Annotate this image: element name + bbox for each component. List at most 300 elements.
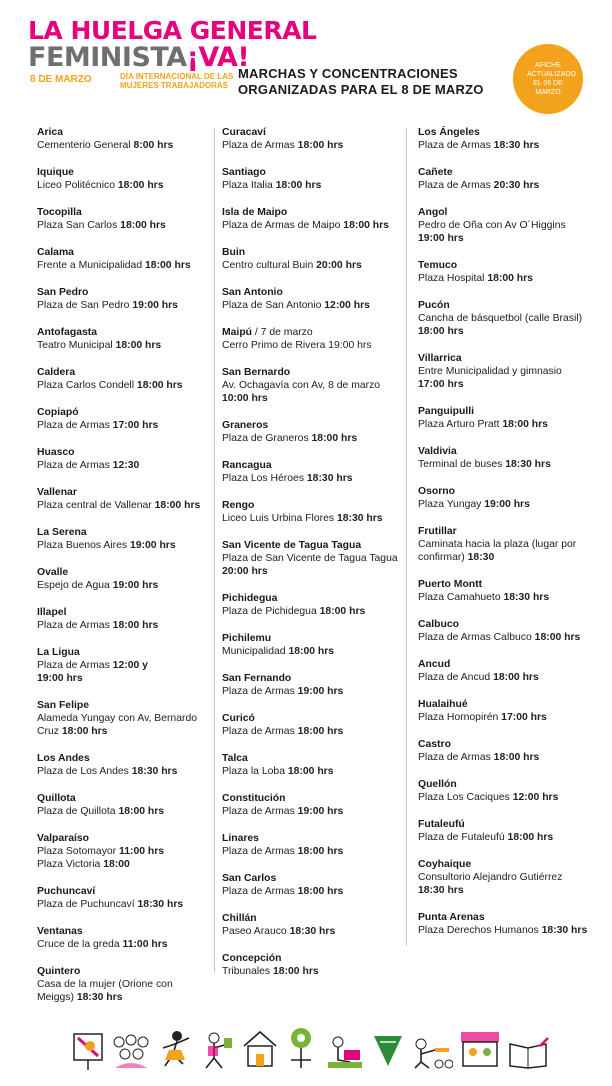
city-label: Coyhaique xyxy=(418,859,472,870)
location-entry xyxy=(37,126,212,152)
city-label: Osorno xyxy=(418,486,455,497)
venue-line xyxy=(37,219,212,232)
location-entry xyxy=(418,259,596,285)
event-time: 18:00 hrs xyxy=(297,726,344,737)
city-name xyxy=(37,752,212,765)
location-entry xyxy=(418,126,596,152)
venue-line xyxy=(222,645,404,658)
city-label: La Serena xyxy=(37,527,87,538)
logo xyxy=(28,16,317,94)
venue-line xyxy=(222,512,404,525)
venue-text: Teatro Municipal xyxy=(37,340,116,351)
city-label: San Pedro xyxy=(37,287,89,298)
location-entry xyxy=(37,606,212,632)
city-name xyxy=(222,166,404,179)
house-illustration-icon xyxy=(240,1026,280,1070)
event-time: 11:00 hrs xyxy=(119,846,165,857)
venue-text: Pedro de Oña con Av O´Higgins xyxy=(418,220,566,231)
city-label: Futaleufú xyxy=(418,819,465,830)
venue-text: Plaza Carlos Condell xyxy=(37,380,137,391)
venue-text: Plaza de Armas xyxy=(222,846,298,857)
venue-line xyxy=(37,712,212,725)
city-label: Concepción xyxy=(222,953,282,964)
venue-line xyxy=(37,938,212,951)
event-time: 18:30 hrs xyxy=(541,925,588,936)
location-entry xyxy=(37,925,212,951)
venue-line xyxy=(222,392,404,405)
city-label: San Vicente de Tagua Tagua xyxy=(222,540,362,551)
city-label: San Carlos xyxy=(222,873,277,884)
city-extra: / 7 de marzo xyxy=(252,327,313,338)
event-time: 12:00 hrs xyxy=(324,300,370,311)
venue-text: Plaza de Armas xyxy=(37,460,113,471)
logo-line-3 xyxy=(28,72,233,94)
event-time: 18:30 hrs xyxy=(289,926,336,937)
city-label: Iquique xyxy=(37,167,74,178)
location-entry xyxy=(222,166,404,192)
venue-line xyxy=(222,805,404,818)
logo-date: 8 DE MARZO xyxy=(30,74,92,85)
city-name xyxy=(37,965,212,978)
sign-illustration-icon xyxy=(283,1026,321,1070)
venue-line xyxy=(418,591,596,604)
venue-text: Plaza Victoria xyxy=(37,859,104,870)
venue-line xyxy=(37,339,212,352)
venue-line xyxy=(418,365,596,378)
venue-text: Paseo Arauco xyxy=(222,926,290,937)
city-label: Graneros xyxy=(222,420,269,431)
footer-illustrations xyxy=(70,1020,550,1070)
location-entry xyxy=(222,792,404,818)
venue-text: Plaza Buenos Aires xyxy=(37,540,130,551)
event-time: 18:00 hrs xyxy=(502,419,548,430)
venue-line xyxy=(37,579,212,592)
city-name xyxy=(37,206,212,219)
venue-line xyxy=(222,379,404,392)
venue-text: Plaza Arturo Pratt xyxy=(418,419,503,430)
city-label: Quillota xyxy=(37,793,76,804)
city-label: Caldera xyxy=(37,367,76,378)
city-name xyxy=(222,419,404,432)
city-name xyxy=(418,352,596,365)
location-entry xyxy=(418,658,596,684)
event-time: 18:00 hrs xyxy=(115,340,162,351)
location-entry xyxy=(222,419,404,445)
venue-text: Plaza de San Antonio xyxy=(222,300,325,311)
city-name xyxy=(37,606,212,619)
location-entry xyxy=(418,525,596,564)
city-name xyxy=(222,952,404,965)
event-time: 18:00 hrs xyxy=(275,180,322,191)
city-name xyxy=(418,206,596,219)
event-time: 18:00 hrs xyxy=(297,886,344,897)
location-entry xyxy=(222,752,404,778)
column-center xyxy=(222,126,404,992)
city-label: Puerto Montt xyxy=(418,579,483,590)
logo-feminista: FEMINISTA xyxy=(28,42,187,73)
logo-va: ¡VA! xyxy=(186,42,250,73)
city-name xyxy=(418,525,596,538)
location-entry xyxy=(37,446,212,472)
venue-text: Plaza Los Caciques xyxy=(418,792,513,803)
location-entry xyxy=(222,206,404,232)
venue-text: Cementerio General xyxy=(37,140,134,151)
location-entry xyxy=(37,965,212,1004)
venue-text: Plaza de Los Andes xyxy=(37,766,132,777)
event-time: 10:00 hrs xyxy=(222,393,268,404)
venue-line xyxy=(37,299,212,312)
event-time: 18:00 hrs xyxy=(297,846,344,857)
event-time: 18:30 hrs xyxy=(336,513,383,524)
city-label: Pichidegua xyxy=(222,593,278,604)
location-entry xyxy=(222,632,404,658)
venue-text: Plaza de Pichidegua xyxy=(222,606,320,617)
event-time: 19:00 hrs xyxy=(297,686,344,697)
city-name xyxy=(222,326,404,339)
venue-line xyxy=(37,725,212,738)
event-time: 18:00 hrs xyxy=(343,220,389,231)
venue-line xyxy=(418,631,596,644)
city-label: Tocopilla xyxy=(37,207,82,218)
city-name xyxy=(222,912,404,925)
city-label: Linares xyxy=(222,833,259,844)
venue-line xyxy=(418,272,596,285)
venue-text: Caminata hacia la plaza (lugar por xyxy=(418,539,577,550)
city-label: Calbuco xyxy=(418,619,459,630)
city-name xyxy=(418,778,596,791)
venue-line xyxy=(418,312,596,325)
city-label: La Ligua xyxy=(37,647,80,658)
venue-line xyxy=(418,671,596,684)
location-entry xyxy=(222,126,404,152)
location-entry xyxy=(418,578,596,604)
city-label: Hualaihué xyxy=(418,699,468,710)
city-label: Ovalle xyxy=(37,567,69,578)
city-name xyxy=(418,698,596,711)
venue-line xyxy=(37,379,212,392)
location-entry xyxy=(418,405,596,431)
venue-text: Plaza Derechos Humanos xyxy=(418,925,542,936)
location-entry xyxy=(418,352,596,391)
location-entry xyxy=(222,366,404,405)
venue-line xyxy=(222,552,404,565)
location-entry xyxy=(222,539,404,578)
event-time: 19:00 hrs xyxy=(132,300,178,311)
location-entry xyxy=(222,499,404,525)
venue-line xyxy=(37,672,212,685)
event-time: 18:00 hrs xyxy=(136,380,183,391)
venue-line xyxy=(222,472,404,485)
city-label: Valparaíso xyxy=(37,833,89,844)
venue-line xyxy=(37,259,212,272)
location-entry xyxy=(222,712,404,738)
city-label: San Bernardo xyxy=(222,367,291,378)
venue-line xyxy=(37,139,212,152)
city-label: Rancagua xyxy=(222,460,272,471)
venue-text: Plaza de Armas xyxy=(418,752,494,763)
venue-text: Plaza de San Pedro xyxy=(37,300,133,311)
city-label: Isla de Maipo xyxy=(222,207,288,218)
event-time: 18:00 hrs xyxy=(319,606,366,617)
location-entry xyxy=(222,832,404,858)
city-label: Pucón xyxy=(418,300,450,311)
location-entry xyxy=(37,366,212,392)
page-title: MARCHAS Y CONCENTRACIONES ORGANIZADAS PARA EL 8 DE MARZO xyxy=(238,66,484,97)
logo-line-1: LA HUELGA GENERAL xyxy=(28,16,317,45)
city-name xyxy=(37,326,212,339)
city-label: San Antonio xyxy=(222,287,283,298)
event-time: 19:00 hrs xyxy=(484,499,530,510)
event-time: 18:00 hrs xyxy=(120,220,166,231)
city-label: Antofagasta xyxy=(37,327,98,338)
location-entry xyxy=(37,752,212,778)
venue-text: Plaza Camahueto xyxy=(418,592,504,603)
city-label: Illapel xyxy=(37,607,67,618)
event-time: 18:00 hrs xyxy=(534,632,581,643)
venue-text: Plaza Yungay xyxy=(418,499,485,510)
event-time: 17:00 hrs xyxy=(418,379,464,390)
event-time: 18:30 hrs xyxy=(131,766,178,777)
location-entry xyxy=(418,858,596,897)
market-illustration-icon xyxy=(457,1026,503,1070)
event-time: 20:00 hrs xyxy=(316,260,362,271)
venue-line xyxy=(418,538,596,551)
venue-line xyxy=(222,432,404,445)
city-name xyxy=(418,126,596,139)
event-time: 20:00 hrs xyxy=(222,566,268,577)
venue-line xyxy=(418,325,596,338)
event-time: 18:00 hrs xyxy=(507,832,554,843)
location-entry xyxy=(418,206,596,245)
event-time: 18:00 hrs xyxy=(118,806,165,817)
scarf-illustration-icon xyxy=(370,1030,406,1070)
city-label: Los Andes xyxy=(37,753,90,764)
city-name xyxy=(418,911,596,924)
city-label: Maipú xyxy=(222,327,253,338)
venue-line xyxy=(418,458,596,471)
crowd-illustration-icon xyxy=(111,1032,151,1070)
location-entry xyxy=(37,792,212,818)
event-time: 18:00 hrs xyxy=(145,260,191,271)
city-name xyxy=(222,712,404,725)
venue-text: Plaza de Armas xyxy=(37,620,113,631)
location-entry xyxy=(37,166,212,192)
city-name xyxy=(418,485,596,498)
event-time: 18:00 hrs xyxy=(117,180,164,191)
city-name xyxy=(222,459,404,472)
venue-line xyxy=(222,139,404,152)
location-entry xyxy=(222,246,404,272)
venue-line xyxy=(37,459,212,472)
city-name xyxy=(222,206,404,219)
location-entry xyxy=(37,832,212,871)
venue-line xyxy=(37,765,212,778)
city-name xyxy=(37,446,212,459)
city-name xyxy=(37,486,212,499)
event-time: 18:00 hrs xyxy=(154,500,201,511)
location-entry xyxy=(222,326,404,352)
location-entry xyxy=(222,872,404,898)
venue-text: Cruce de la greda xyxy=(37,939,123,950)
venue-line xyxy=(418,751,596,764)
venue-text: Plaza la Loba xyxy=(222,766,288,777)
venue-line xyxy=(222,685,404,698)
city-label: Frutillar xyxy=(418,526,457,537)
venue-text: Plaza central de Vallenar xyxy=(37,500,155,511)
event-time: 18:00 hrs xyxy=(418,326,464,337)
city-label: San Fernando xyxy=(222,673,292,684)
event-time: 19:00 hrs xyxy=(130,540,176,551)
city-label: Arica xyxy=(37,127,63,138)
city-label: Chillán xyxy=(222,913,257,924)
reader-illustration-icon xyxy=(324,1032,366,1070)
venue-text: Plaza Hospital xyxy=(418,273,488,284)
location-entry xyxy=(418,299,596,338)
location-entry xyxy=(37,406,212,432)
venue-text: Plaza de Quillota xyxy=(37,806,119,817)
event-time: 12:30 xyxy=(112,460,140,471)
venue-line xyxy=(222,965,404,978)
venue-line xyxy=(37,858,212,871)
venue-text: Plaza de Armas xyxy=(418,180,494,191)
location-entry xyxy=(222,592,404,618)
city-label: Panguipulli xyxy=(418,406,474,417)
tools-illustration-icon xyxy=(409,1034,453,1070)
city-name xyxy=(37,246,212,259)
venue-text: Plaza de Ancud xyxy=(418,672,494,683)
column-divider-2 xyxy=(406,128,407,946)
city-name xyxy=(37,526,212,539)
city-name xyxy=(37,885,212,898)
city-name xyxy=(37,166,212,179)
city-label: Quintero xyxy=(37,966,81,977)
venue-text: Frente a Municipalidad xyxy=(37,260,146,271)
location-entry xyxy=(37,286,212,312)
venue-line xyxy=(222,179,404,192)
city-label: Los Ángeles xyxy=(418,127,480,138)
location-entry xyxy=(222,672,404,698)
city-label: Buin xyxy=(222,247,246,258)
worker-illustration-icon xyxy=(198,1030,236,1070)
city-name xyxy=(418,445,596,458)
venue-line xyxy=(418,418,596,431)
city-name xyxy=(418,858,596,871)
logo-subtitle: DÍA INTERNACIONAL DE LAS MUJERES TRABAJADORAS xyxy=(120,72,234,90)
city-name xyxy=(222,672,404,685)
city-name xyxy=(222,366,404,379)
venue-line xyxy=(418,551,596,564)
venue-line xyxy=(37,619,212,632)
venue-line xyxy=(222,765,404,778)
city-name xyxy=(418,738,596,751)
venue-text: Plaza San Carlos xyxy=(37,220,121,231)
venue-text: Plaza de Armas xyxy=(222,886,298,897)
location-entry xyxy=(418,778,596,804)
city-label: Ventanas xyxy=(37,926,83,937)
city-name xyxy=(222,286,404,299)
venue-line xyxy=(37,179,212,192)
city-label: Temuco xyxy=(418,260,458,271)
venue-text: Liceo Politécnico xyxy=(37,180,118,191)
location-entry xyxy=(37,206,212,232)
city-label: Valdivia xyxy=(418,446,457,457)
venue-line xyxy=(222,885,404,898)
event-time: 19:00 hrs xyxy=(112,580,159,591)
location-entry xyxy=(418,738,596,764)
city-label: Curicó xyxy=(222,713,255,724)
venue-text: Consultorio Alejandro Gutiérrez xyxy=(418,872,563,883)
venue-line xyxy=(37,978,212,991)
event-time: 17:00 hrs xyxy=(112,420,159,431)
city-name xyxy=(37,792,212,805)
venue-text: Plaza de Armas xyxy=(418,140,494,151)
venue-line xyxy=(222,845,404,858)
venue-line xyxy=(37,539,212,552)
venue-text: Cruz xyxy=(37,726,62,737)
venue-text: Plaza de Futaleufú xyxy=(418,832,508,843)
city-name xyxy=(37,366,212,379)
event-time: 17:00 hrs xyxy=(501,712,547,723)
location-entry xyxy=(418,818,596,844)
event-time: 18:30 hrs xyxy=(493,140,540,151)
venue-line xyxy=(418,139,596,152)
event-time: 11:00 hrs xyxy=(122,939,168,950)
event-time: 18:00 hrs xyxy=(273,966,319,977)
city-name xyxy=(418,259,596,272)
venue-text: Plaza de Armas xyxy=(222,726,298,737)
venue-text: Plaza de Armas xyxy=(37,660,113,671)
city-name xyxy=(37,925,212,938)
venue-line xyxy=(37,991,212,1004)
event-time: 18:00 hrs xyxy=(493,752,540,763)
venue-line xyxy=(222,725,404,738)
venue-line xyxy=(37,898,212,911)
venue-line xyxy=(37,659,212,672)
poster-illustration-icon xyxy=(70,1028,108,1070)
venue-line xyxy=(222,605,404,618)
venue-line xyxy=(418,498,596,511)
column-north xyxy=(37,126,212,1018)
city-name xyxy=(418,578,596,591)
city-name xyxy=(37,286,212,299)
city-name xyxy=(222,792,404,805)
column-divider-1 xyxy=(214,128,215,973)
location-entry xyxy=(418,911,596,937)
city-label: Rengo xyxy=(222,500,255,511)
venue-text: Plaza de Armas xyxy=(222,806,298,817)
location-entry xyxy=(37,526,212,552)
event-time: 18:00 hrs xyxy=(61,726,108,737)
column-south xyxy=(418,126,596,951)
venue-line xyxy=(222,259,404,272)
event-time: 18:00 hrs xyxy=(311,433,358,444)
city-label: Punta Arenas xyxy=(418,912,485,923)
venue-line xyxy=(37,845,212,858)
location-entry xyxy=(418,445,596,471)
venue-line xyxy=(418,711,596,724)
venue-line xyxy=(418,791,596,804)
event-time: 18:00 xyxy=(103,859,130,870)
city-name xyxy=(222,126,404,139)
location-entry xyxy=(37,326,212,352)
event-time: 19:00 hrs xyxy=(37,673,83,684)
venue-line xyxy=(37,499,212,512)
city-name xyxy=(418,818,596,831)
location-entry xyxy=(222,286,404,312)
location-entry xyxy=(37,566,212,592)
venue-line xyxy=(418,179,596,192)
event-time: 18:30 hrs xyxy=(503,592,550,603)
